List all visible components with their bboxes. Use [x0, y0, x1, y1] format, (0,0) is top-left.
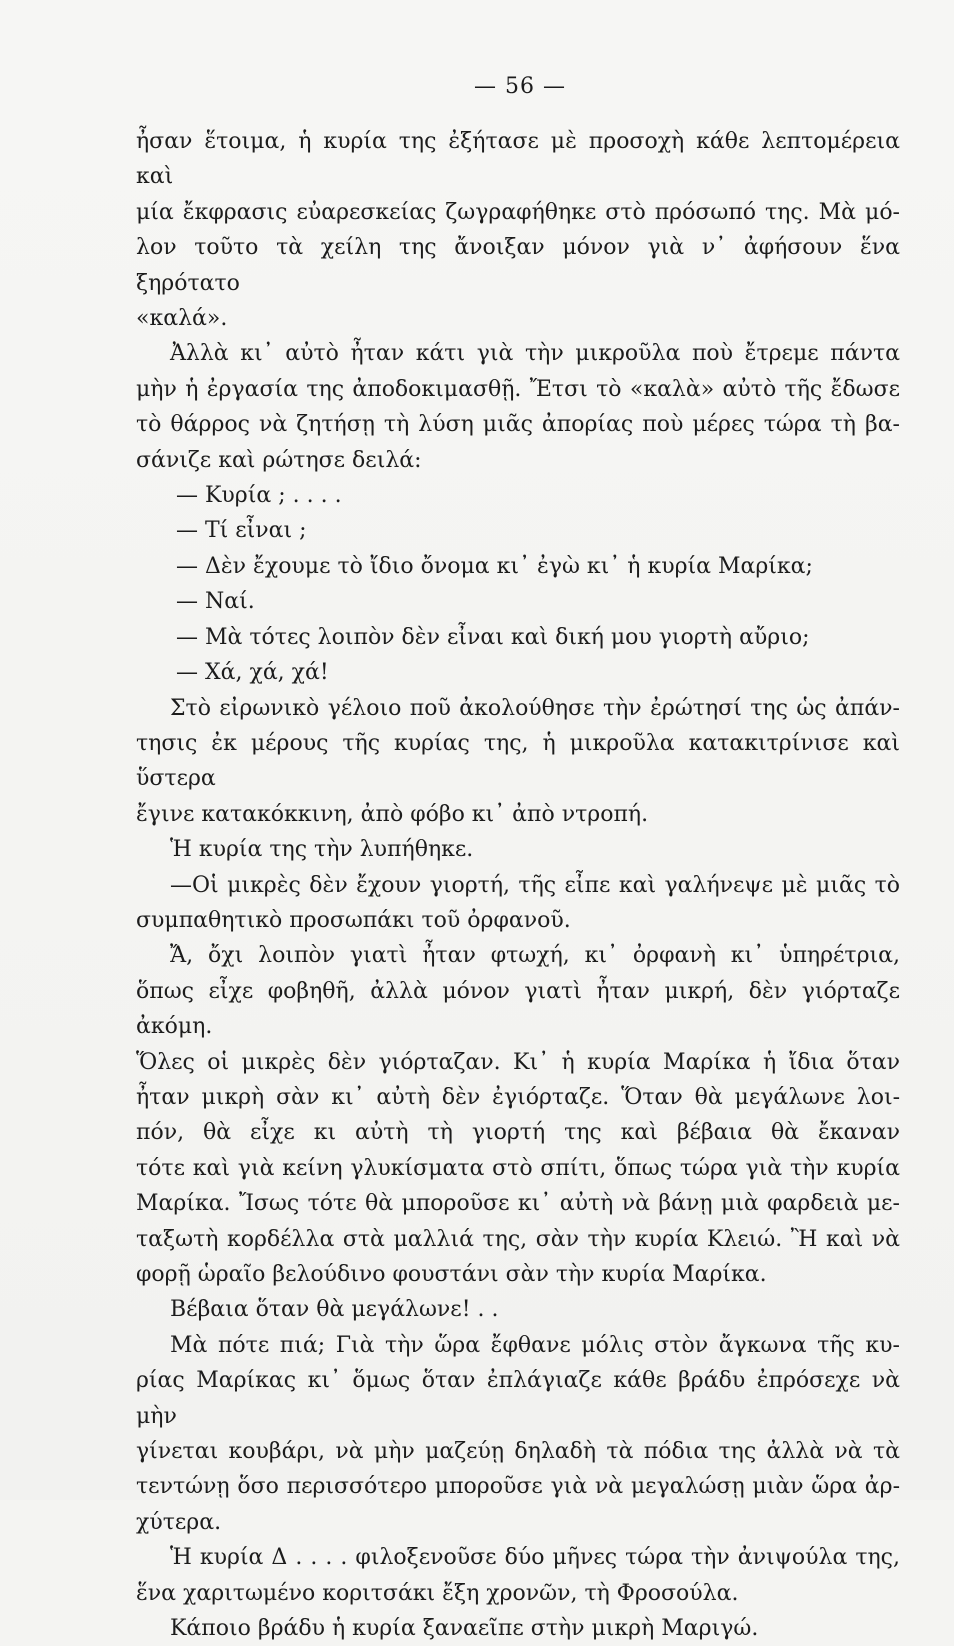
page-text [136, 124, 900, 1646]
text-line: τεντώνῃ ὅσο περισσότερο μποροῦσε γιὰ νὰ μεγαλώσῃ μιὰν ὥρα ἀρ- [136, 1474, 900, 1500]
text-line: Κάποιο βράδυ ἡ κυρία ξαναεῖπε στὴν μικρὴ Μαριγώ. [170, 1616, 759, 1642]
text-line: — Ναί. [176, 589, 255, 615]
text-line: «καλά». [136, 306, 228, 332]
text-line: λον τοῦτο τὰ χείλη της ἄνοιξαν μόνον γιὰ ν᾿ ἀφήσουν ἕνα ξηρότατο [136, 235, 900, 296]
text-line: — Τί εἶναι ; [176, 518, 307, 544]
text-line: γίνεται κουβάρι, νὰ μὴν μαζεύῃ δηλαδὴ τὰ πόδια της ἀλλὰ νὰ τὰ [136, 1439, 900, 1465]
text-line: Βέβαια ὅταν θὰ μεγάλωνε! . . [170, 1297, 499, 1323]
text-line: ἦταν μικρὴ σὰν κι᾿ αὐτὴ δὲν ἐγιόρταζε. Ὅταν θὰ μεγάλωνε λοι- [136, 1084, 900, 1110]
text-line: Μαρίκα. Ἴσως τότε θὰ μποροῦσε κι᾿ αὐτὴ νὰ βάνῃ μιὰ φαρδειὰ με- [136, 1191, 900, 1217]
text-line: ἕνα χαριτωμένο κοριτσάκι ἔξη χρονῶν, τὴ Φροσούλα. [136, 1580, 739, 1606]
text-line: σάνιζε καὶ ρώτησε δειλά: [136, 447, 422, 473]
text-line: ὅπως εἶχε φοβηθῆ, ἀλλὰ μόνον γιατὶ ἦταν μικρή, δὲν γιόρταζε ἀκόμη. [136, 978, 900, 1040]
text-line: πόν, θὰ εἶχε κι αὐτὴ τὴ γιορτή της καὶ βέβαια θὰ ἔκαναν [136, 1120, 900, 1146]
text-line: Ἀλλὰ κι᾿ αὐτὸ ἦταν κάτι γιὰ τὴν μικροῦλα ποὺ ἔτρεμε πάντα [170, 341, 900, 367]
text-line: μὴν ἡ ἐργασία της ἀποδοκιμασθῇ. Ἔτσι τὸ «καλὰ» αὐτὸ τῆς ἔδωσε [136, 376, 900, 402]
text-line: Ἄ, ὄχι λοιπὸν γιατὶ ἦταν φτωχή, κι᾿ ὀρφανὴ κι᾿ ὑπηρέτρια, [170, 943, 900, 969]
text-line: τότε καὶ γιὰ κείνη γλυκίσματα στὸ σπίτι, ὅπως τώρα γιὰ τὴν κυρία [136, 1155, 900, 1181]
text-line: Στὸ εἰρωνικὸ γέλοιο ποῦ ἀκολούθησε τὴν ἐρώτησί της ὡς ἀπάν- [170, 695, 900, 721]
page-number: — 56 — [474, 74, 566, 99]
text-line: ταξωτὴ κορδέλλα στὰ μαλλιά της, σὰν τὴν κυρία Κλειώ. Ἢ καὶ νὰ [136, 1226, 900, 1252]
text-line: φορῇ ὡραῖο βελούδινο φουστάνι σὰν τὴν κυρία Μαρίκα. [136, 1262, 767, 1287]
text-line: —Οἱ μικρὲς δὲν ἔχουν γιορτή, τῆς εἶπε καὶ γαλήνεψε μὲ μιᾶς τὸ [170, 872, 900, 898]
text-line: — Δὲν ἔχουμε τὸ ἴδιο ὄνομα κι᾿ ἐγὼ κι᾿ ἡ κυρία Μαρίκα; [176, 553, 813, 579]
text-line: ρίας Μαρίκας κι᾿ ὅμως ὅταν ἐπλάγιαζε κάθε βράδυ ἐπρόσεχε νὰ μὴν [136, 1368, 900, 1429]
text-line: τησις ἐκ μέρους τῆς κυρίας της, ἡ μικροῦλα κατακιτρίνισε καὶ ὕστερα [136, 730, 900, 792]
text-line: — Μὰ τότες λοιπὸν δὲν εἶναι καὶ δική μου γιορτὴ αὔριο; [176, 624, 810, 650]
text-line: χύτερα. [136, 1509, 222, 1535]
text-line: — Χά, χά, χά! [176, 660, 329, 686]
text-line: ἔγινε κατακόκκινη, ἀπὸ φόβο κι᾿ ἀπὸ ντροπή. [136, 801, 649, 827]
text-line: — Κυρία ; . . . . [176, 483, 342, 509]
text-line: Μὰ πότε πιά; Γιὰ τὴν ὥρα ἔφθανε μόλις στὸν ἄγκωνα τῆς κυ- [170, 1332, 900, 1358]
text-line: τὸ θάρρος νὰ ζητήσῃ τὴ λύση μιᾶς ἀπορίας ποὺ μέρες τώρα τὴ βα- [136, 412, 900, 438]
text-line: συμπαθητικὸ προσωπάκι τοῦ ὀρφανοῦ. [136, 907, 571, 933]
text-line: μία ἔκφρασις εὐαρεσκείας ζωγραφήθηκε στὸ πρόσωπό της. Μὰ μό- [136, 199, 900, 225]
text-line: Ἡ κυρία της τὴν λυπήθηκε. [170, 837, 474, 863]
text-line: Ἡ κυρία Δ . . . . φιλοξενοῦσε δύο μῆνες τώρα τὴν ἀνιψούλα της, [170, 1545, 900, 1571]
text-line: Ὅλες οἱ μικρὲς δὲν γιόρταζαν. Κι᾿ ἡ κυρία Μαρίκα ἡ ἴδια ὅταν [136, 1049, 900, 1075]
text-line: ἦσαν ἕτοιμα, ἡ κυρία της ἐξήτασε μὲ προσοχὴ κάθε λεπτομέρεια καὶ [136, 129, 900, 190]
